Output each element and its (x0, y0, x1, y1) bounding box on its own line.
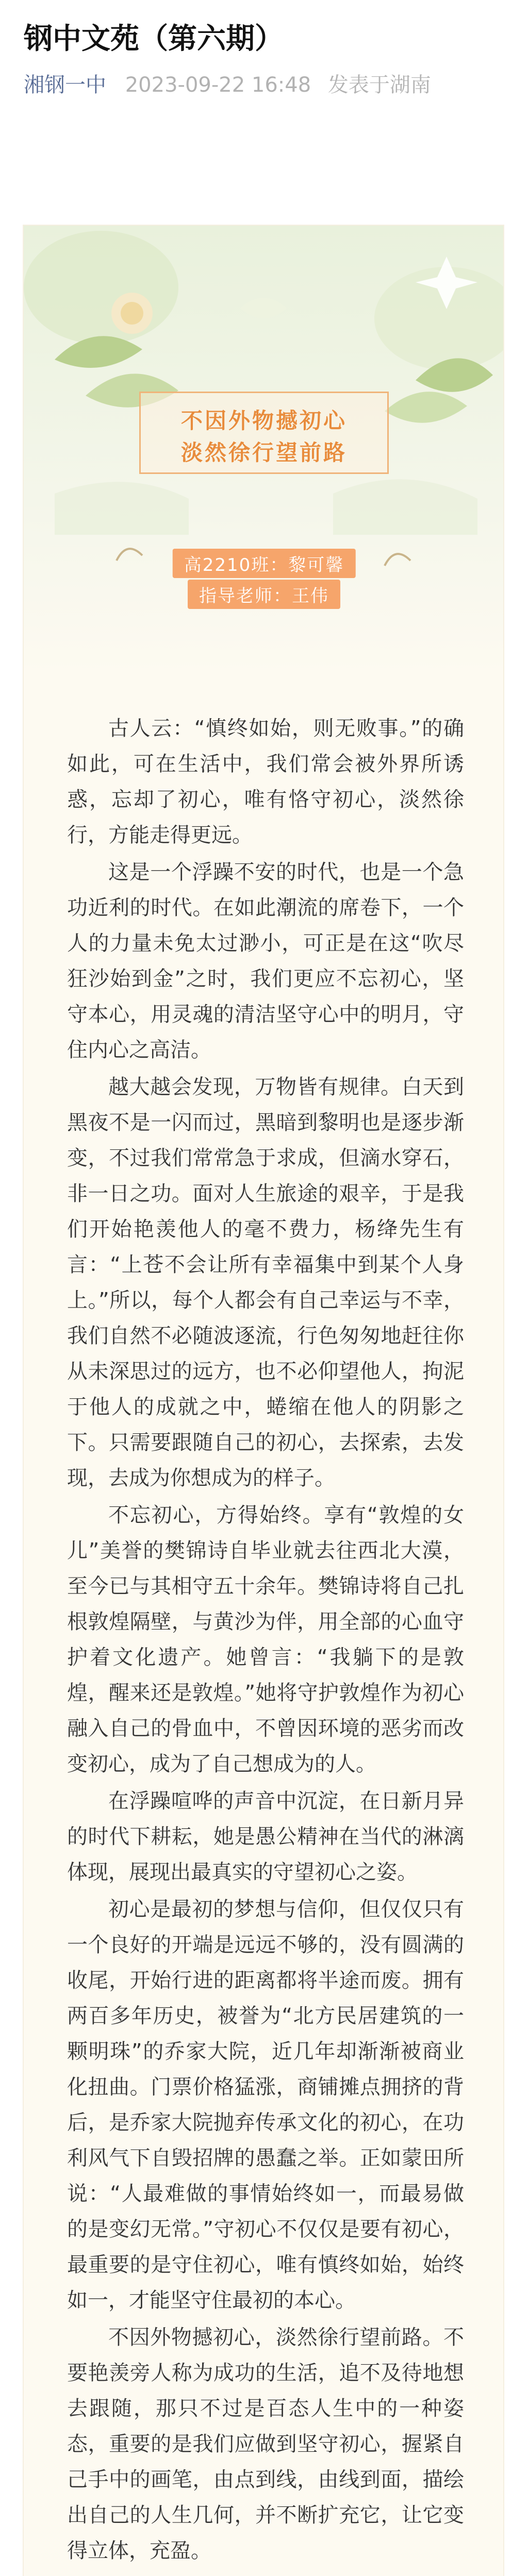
paragraph: 在浮躁喧哗的声音中沉淀，在日新月异的时代下耕耘，她是愚公精神在当代的淋漓体现，展现出最真实的守望初心之姿。 (67, 1789, 464, 1884)
paragraph: 这是一个浮躁不安的时代，也是一个急功近利的时代。在如此潮流的席卷下，一个人的力量未免太过渺小，可正是在这“吹尽狂沙始到金”之时，我们更应不忘初心，坚守本心，用灵魂的清洁坚守心中的明月，守住内心之高洁。 (67, 860, 464, 1062)
paragraph: 越大越会发现，万物皆有规律。白天到黑夜不是一闪而过，黑暗到黎明也是逐步渐变，不过我们常常急于求成，但滴水穿石，非一日之功。面对人生旅途的艰辛，于是我们开始艳羡他人的毫不费力，杨绛先生有言：“上苍不会让所有幸福集中到某个人身上。”所以，每个人都会有自己幸运与不幸，我们自然不必随波逐流，行色匆匆地赶往你从未深思过的远方，也不必仰望他人，拘泥于他人的成就之中，蜷缩在他人的阴影之下。只需要跟随自己的初心，去探索，去发现，去成为你想成为的样子。 (67, 1075, 464, 1490)
article-title: 钢中文苑（第六期） (24, 22, 284, 56)
publish-location: 发表于湖南 (327, 73, 431, 97)
publish-time: 2023-09-22 16:48 (125, 73, 311, 97)
article-body (67, 711, 464, 2569)
banner-line-2: 淡然徐行望前路 (180, 440, 347, 465)
article-meta (24, 72, 431, 98)
paragraph: 初心是最初的梦想与信仰，但仅仅只有一个良好的开端是远远不够的，没有圆满的收尾，开始行进的距离都将半途而废。拥有两百多年历史，被誉为“北方民居建筑的一颗明珠”的乔家大院，近几年却渐渐被商业化扭曲。门票价格猛涨，商铺摊点拥挤的背后，是乔家大院抛弃传承文化的初心，在功利风气下自毁招牌的愚蠢之举。正如蒙田所说：“人最难做的事情始终如一，而最易做的是变幻无常。”守初心不仅仅是要有初心，最重要的是守住初心，唯有慎终如始，始终如一，才能坚守住最初的本心。 (67, 1897, 464, 2312)
paragraph: 不因外物撼初心，淡然徐行望前路。不要艳羡旁人称为成功的生活，追不及待地想去跟随，那只不过是百态人生中的一种姿态，重要的是我们应做到坚守初心，握紧自己手中的画笔，由点到线，由线到面，描绘出自己的人生几何，并不断扩充它，让它变得立体，充盈。 (67, 2326, 464, 2563)
title-banner (129, 392, 399, 515)
banner-line-1: 不因外物撼初心 (180, 408, 347, 433)
paragraph: 古人云：“慎终如始，则无败事。”的确如此，可在生活中，我们常会被外界所诱惑，忘却了初心，唯有恪守初心，淡然徐行，方能走得更远。 (67, 717, 464, 847)
teacher-credit: 指导老师：王伟 (188, 580, 340, 609)
account-name-link[interactable]: 湘钢一中 (24, 73, 106, 97)
paragraph: 不忘初心，方得始终。享有“敦煌的女儿”美誉的樊锦诗自毕业就去往西北大漠，至今已与其相守五十余年。樊锦诗将自己扎根敦煌隔壁，与黄沙为伴，用全部的心血守护着文化遗产。她曾言：“我躺下的是敦煌，醒来还是敦煌。”她将守护敦煌作为初心融入自己的骨血中，不曾因环境的恶劣而改变初心，成为了自己想成为的人。 (67, 1503, 464, 1776)
author-credit: 高2210班：黎可馨 (173, 549, 356, 578)
